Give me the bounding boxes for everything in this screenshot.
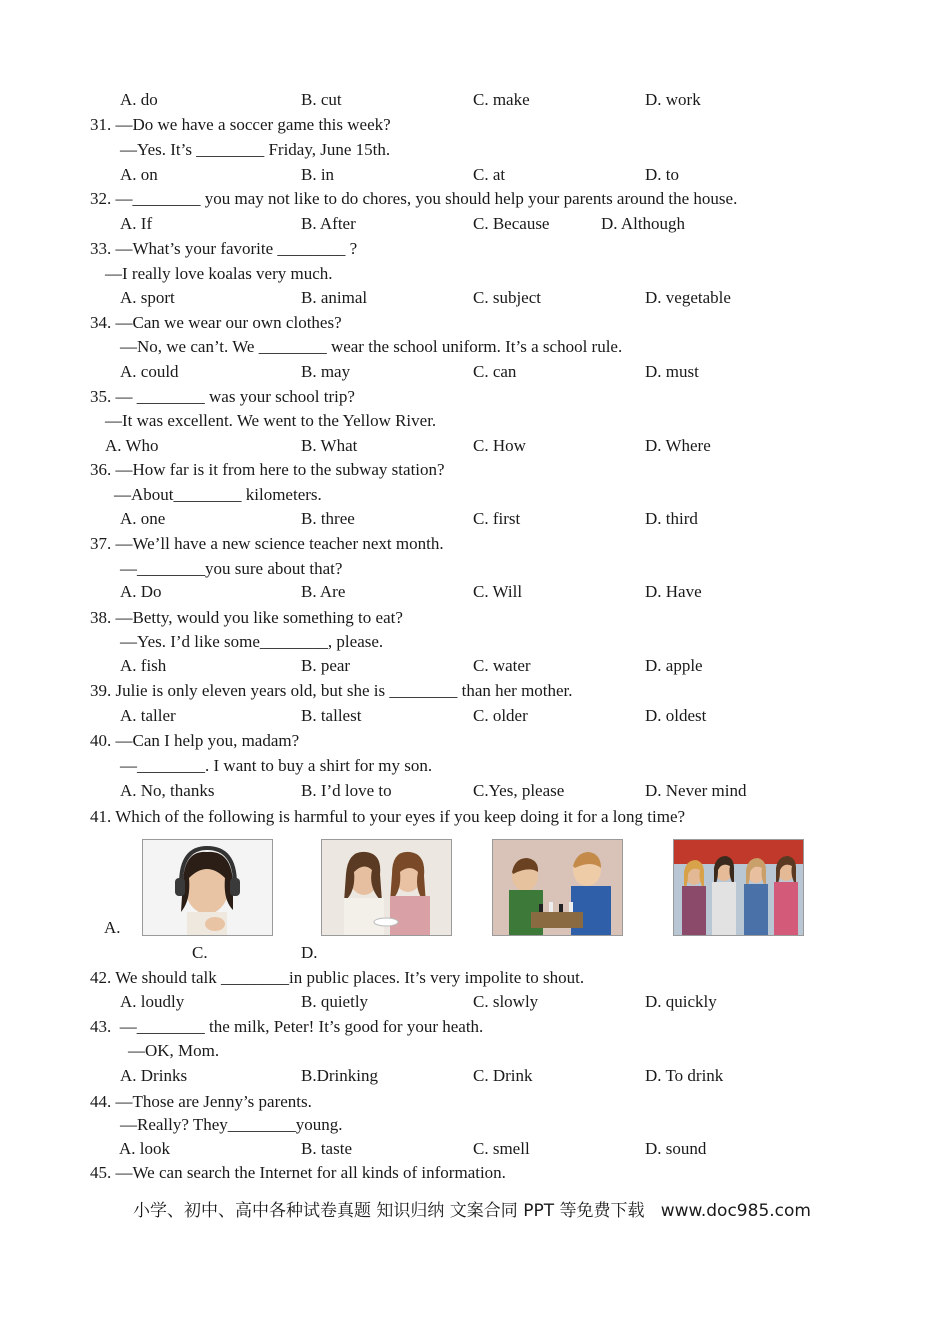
q41-image-chatting-girls bbox=[321, 839, 452, 936]
q41-label-d: D. bbox=[301, 943, 318, 962]
q34-option-d: D. must bbox=[645, 362, 699, 381]
q41-image-chess-boys bbox=[492, 839, 623, 936]
q37-option-b: B. Are bbox=[301, 582, 346, 601]
q40-option-d: D. Never mind bbox=[645, 781, 747, 800]
q37-option-c: C. Will bbox=[473, 582, 523, 601]
q36-question: 36. —How far is it from here to the subway station? bbox=[90, 460, 445, 479]
q38-option-d: D. apple bbox=[645, 656, 703, 675]
q31-option-d: D. to bbox=[645, 165, 679, 184]
q35-option-a: A. Who bbox=[105, 436, 159, 455]
q45-question: 45. —We can search the Internet for all kinds of information. bbox=[90, 1163, 506, 1182]
q33-option-a: A. sport bbox=[120, 288, 175, 307]
q40-question: 40. —Can I help you, madam? bbox=[90, 731, 300, 750]
q41-question: 41. Which of the following is harmful to your eyes if you keep doing it for a long time? bbox=[90, 807, 686, 826]
q42-question: 42. We should talk ________in public places. It’s very impolite to shout. bbox=[90, 968, 585, 987]
q38-option-b: B. pear bbox=[301, 656, 351, 675]
q34-option-c: C. can bbox=[473, 362, 517, 381]
q43-option-d: D. To drink bbox=[645, 1066, 724, 1085]
q32-question: 32. —________ you may not like to do chores, you should help your parents around the house. bbox=[90, 189, 738, 208]
q43-option-c: C. Drink bbox=[473, 1066, 533, 1085]
q41-label-c: C. bbox=[192, 943, 208, 962]
q40-option-a: A. No, thanks bbox=[120, 781, 215, 800]
q32-option-b: B. After bbox=[301, 214, 356, 233]
q39-option-a: A. taller bbox=[120, 706, 176, 725]
q35-answer-line: —It was excellent. We went to the Yellow River. bbox=[105, 411, 437, 430]
q31-option-a: A. on bbox=[120, 165, 158, 184]
q44-option-d: D. sound bbox=[645, 1139, 707, 1158]
q43-option-a: A. Drinks bbox=[120, 1066, 188, 1085]
q42-option-a: A. loudly bbox=[120, 992, 185, 1011]
q38-question: 38. —Betty, would you like something to eat? bbox=[90, 608, 403, 627]
q31-option-b: B. in bbox=[301, 165, 335, 184]
q33-option-b: B. animal bbox=[301, 288, 368, 307]
q40-answer-line: —________. I want to buy a shirt for my son. bbox=[120, 756, 433, 775]
q44-option-c: C. smell bbox=[473, 1139, 530, 1158]
q36-option-b: B. three bbox=[301, 509, 355, 528]
q41-label-a: A. bbox=[104, 918, 121, 937]
page-footer: 小学、初中、高中各种试卷真题 知识归纳 文案合同 PPT 等免费下载 www.doc985.com bbox=[133, 1201, 811, 1221]
q35-option-c: C. How bbox=[473, 436, 526, 455]
q44-option-a: A. look bbox=[119, 1139, 170, 1158]
q37-option-a: A. Do bbox=[120, 582, 162, 601]
q34-answer-line: —No, we can’t. We ________ wear the school uniform. It’s a school rule. bbox=[120, 337, 623, 356]
q37-option-d: D. Have bbox=[645, 582, 702, 601]
q36-option-d: D. third bbox=[645, 509, 698, 528]
q34-option-a: A. could bbox=[120, 362, 179, 381]
q40-option-c: C.Yes, please bbox=[473, 781, 565, 800]
q39-question: 39. Julie is only eleven years old, but she is ________ than her mother. bbox=[90, 681, 573, 700]
q38-option-c: C. water bbox=[473, 656, 531, 675]
q35-option-b: B. What bbox=[301, 436, 358, 455]
q30-option-a: A. do bbox=[120, 90, 158, 109]
q34-question: 34. —Can we wear our own clothes? bbox=[90, 313, 342, 332]
q39-option-c: C. older bbox=[473, 706, 528, 725]
q31-answer-line: —Yes. It’s ________ Friday, June 15th. bbox=[120, 140, 391, 159]
q30-option-c: C. make bbox=[473, 90, 530, 109]
q36-option-a: A. one bbox=[120, 509, 166, 528]
q32-option-d: D. Although bbox=[601, 214, 686, 233]
q41-image-headphones bbox=[142, 839, 273, 936]
q30-option-b: B. cut bbox=[301, 90, 342, 109]
q38-option-a: A. fish bbox=[120, 656, 167, 675]
q35-option-d: D. Where bbox=[645, 436, 711, 455]
q32-option-a: A. If bbox=[120, 214, 153, 233]
q32-option-c: C. Because bbox=[473, 214, 550, 233]
q33-option-c: C. subject bbox=[473, 288, 541, 307]
q31-question: 31. —Do we have a soccer game this week? bbox=[90, 115, 391, 134]
q30-option-d: D. work bbox=[645, 90, 701, 109]
q44-option-b: B. taste bbox=[301, 1139, 352, 1158]
q33-answer-line: —I really love koalas very much. bbox=[105, 264, 333, 283]
q41-image-phone-users bbox=[673, 839, 804, 936]
q36-answer-line: —About________ kilometers. bbox=[114, 485, 322, 504]
q42-option-b: B. quietly bbox=[301, 992, 369, 1011]
q42-option-c: C. slowly bbox=[473, 992, 539, 1011]
q36-option-c: C. first bbox=[473, 509, 521, 528]
q35-question: 35. — ________ was your school trip? bbox=[90, 387, 355, 406]
q42-option-d: D. quickly bbox=[645, 992, 717, 1011]
q40-option-b: B. I’d love to bbox=[301, 781, 392, 800]
q43-question: 43. —________ the milk, Peter! It’s good for your heath. bbox=[90, 1017, 484, 1036]
q37-question: 37. —We’ll have a new science teacher next month. bbox=[90, 534, 444, 553]
q38-answer-line: —Yes. I’d like some________, please. bbox=[120, 632, 384, 651]
q33-option-d: D. vegetable bbox=[645, 288, 731, 307]
q34-option-b: B. may bbox=[301, 362, 351, 381]
q44-question: 44. —Those are Jenny’s parents. bbox=[90, 1092, 312, 1111]
q43-answer-line: —OK, Mom. bbox=[128, 1041, 220, 1060]
q37-answer-line: —________you sure about that? bbox=[120, 559, 343, 578]
q44-answer-line: —Really? They________young. bbox=[120, 1115, 343, 1134]
q43-option-b: B.Drinking bbox=[301, 1066, 378, 1085]
q39-option-b: B. tallest bbox=[301, 706, 362, 725]
q33-question: 33. —What’s your favorite ________ ? bbox=[90, 239, 358, 258]
q39-option-d: D. oldest bbox=[645, 706, 707, 725]
q31-option-c: C. at bbox=[473, 165, 506, 184]
